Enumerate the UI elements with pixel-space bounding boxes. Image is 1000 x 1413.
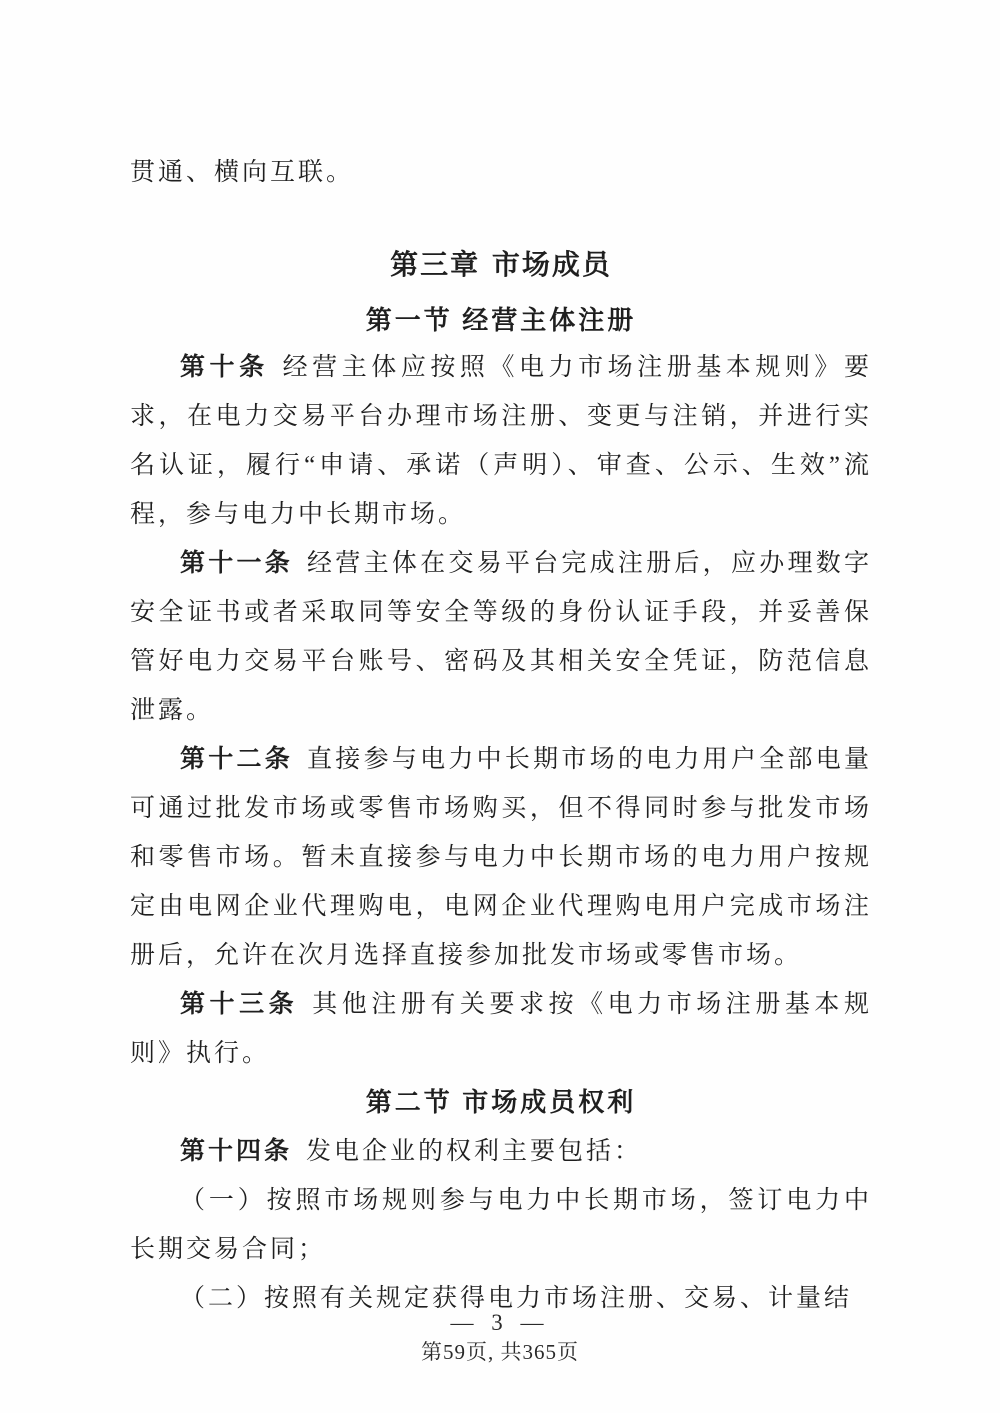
article-12-paragraph — [130, 735, 872, 980]
article-13-text: 其他注册有关要求按《电力市场注册基本规则》执行。 — [130, 991, 872, 1067]
article-10-label: 第十条 — [180, 354, 269, 381]
chapter-heading: 第三章 市场成员 — [390, 248, 612, 281]
page-number: — 3 — — [450, 1310, 550, 1335]
document-content — [130, 148, 872, 1323]
continuation-paragraph: 贯通、横向互联。 — [130, 159, 355, 186]
page-footer — [0, 1309, 1000, 1365]
article-12-label: 第十二条 — [180, 746, 294, 773]
article-12-text: 直接参与电力中长期市场的电力用户全部电量可通过批发市场或零售市场购买，但不得同时参与批发市场和零售市场。暂未直接参与电力中长期市场的电力用户按规定由电网企业代理购电，电网企业代理购电用户完成市场注册后，允许在次月选择直接参加批发市场或零售市场。 — [130, 746, 872, 969]
article-13-paragraph — [130, 980, 872, 1078]
article-11-text: 经营主体在交易平台完成注册后，应办理数字安全证书或者采取同等安全等级的身份认证手段，并妥善保管好电力交易平台账号、密码及其相关安全凭证，防范信息泄露。 — [130, 550, 872, 724]
article-14-paragraph — [130, 1127, 872, 1176]
article-14-label: 第十四条 — [180, 1138, 293, 1165]
article-13-label: 第十三条 — [180, 991, 299, 1018]
section-heading-2: 第二节 市场成员权利 — [365, 1088, 637, 1117]
section-heading-1: 第一节 经营主体注册 — [365, 306, 637, 335]
article-11-paragraph — [130, 539, 872, 735]
article-14-text: 发电企业的权利主要包括： — [306, 1138, 643, 1165]
list-item-2: （二）按照有关规定获得电力市场注册、交易、计量结 — [180, 1285, 853, 1312]
article-10-text: 经营主体应按照《电力市场注册基本规则》要求，在电力交易平台办理市场注册、变更与注销，并进行实名认证，履行“申请、承诺（声明）、审查、公示、生效”流程，参与电力中长期市场。 — [130, 354, 872, 528]
page-info: 第59页, 共365页 — [421, 1340, 579, 1364]
article-11-label: 第十一条 — [180, 550, 294, 577]
list-item-1: （一）按照市场规则参与电力中长期市场，签订电力中长期交易合同； — [130, 1187, 872, 1263]
article-10-paragraph — [130, 343, 872, 539]
